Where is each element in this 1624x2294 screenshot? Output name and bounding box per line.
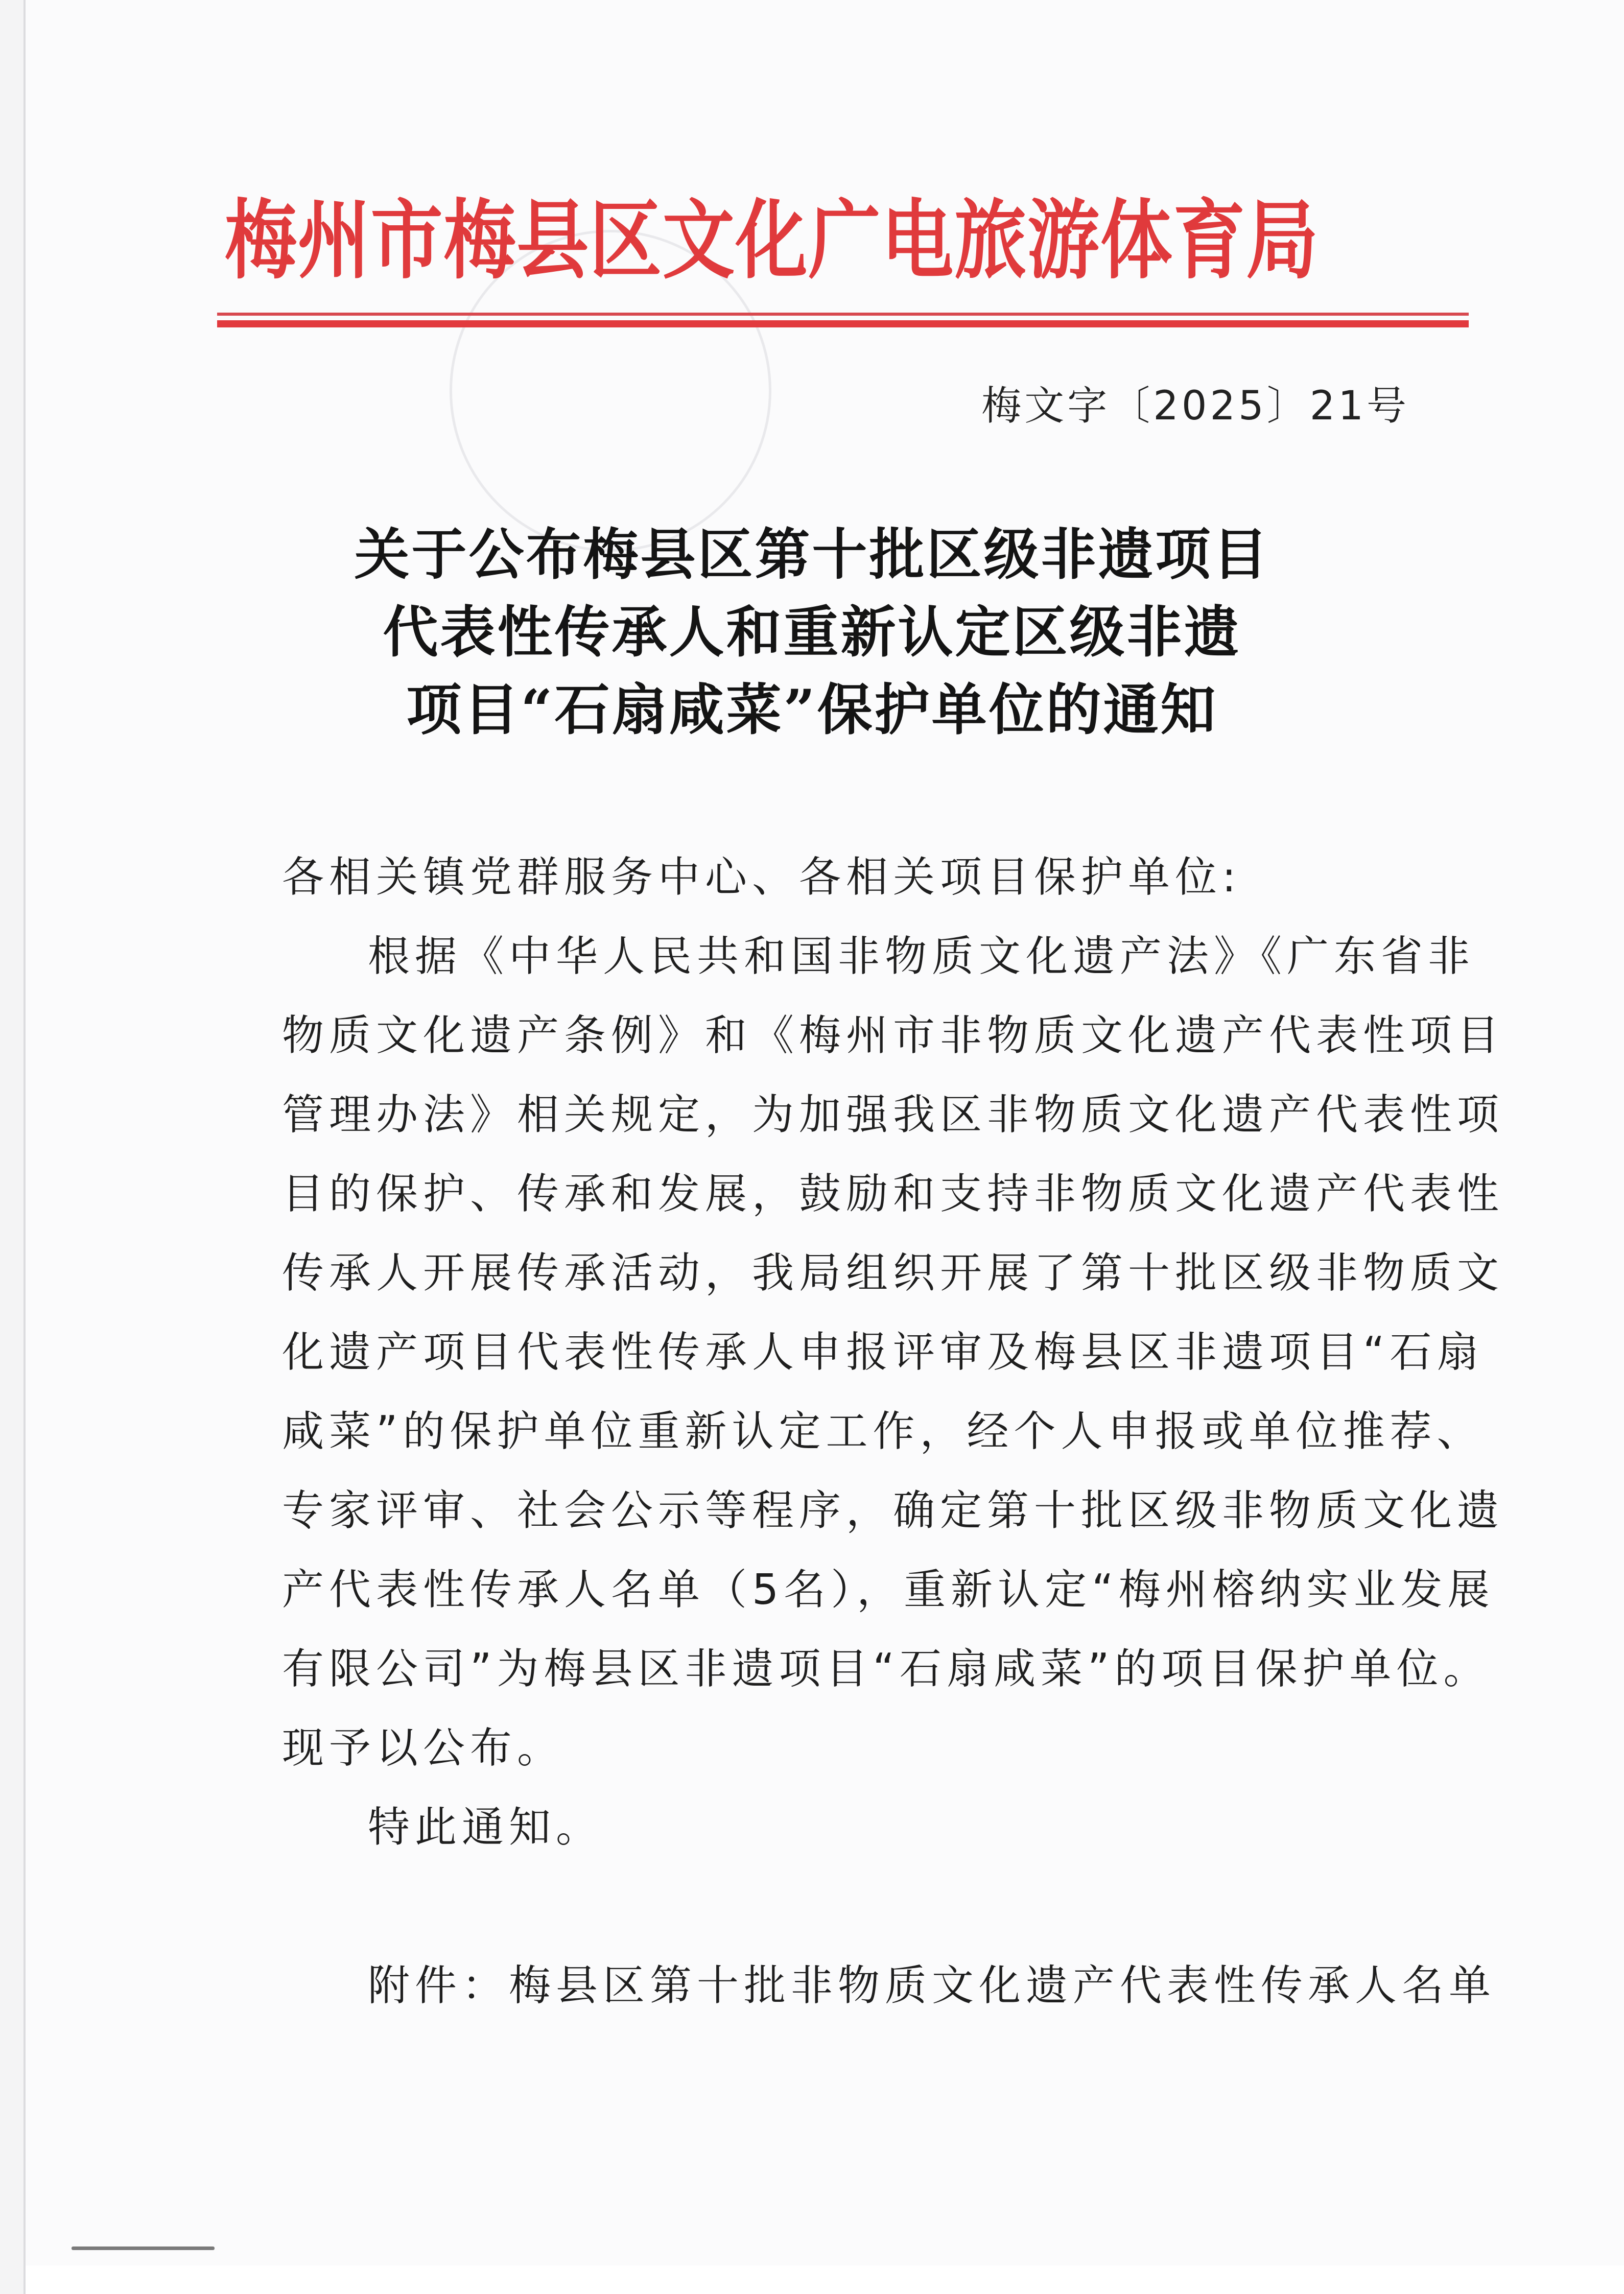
letterhead-rule-thick — [217, 320, 1469, 327]
letterhead-rule-thin — [217, 313, 1469, 316]
closing-line: 特此通知。 — [368, 1803, 603, 1852]
paragraph-line: 物质文化遗产条例》和《梅州市非物质文化遗产代表性项目 — [282, 1011, 1504, 1060]
paragraph-line: 产代表性传承人名单（5名），重新认定“梅州榕纳实业发展 — [282, 1566, 1495, 1614]
title-line: 关于公布梅县区第十批区级非遗项目 — [354, 523, 1270, 587]
paragraph-line: 化遗产项目代表性传承人申报评审及梅县区非遗项目“石扇 — [282, 1328, 1484, 1377]
attachment-line: 附件：梅县区第十批非物质文化遗产代表性传承人名单 — [368, 1961, 1496, 2010]
title-line: 项目“石扇咸菜”保护单位的通知 — [406, 678, 1218, 742]
paragraph-line: 咸菜”的保护单位重新认定工作，经个人申报或单位推荐、 — [282, 1407, 1484, 1456]
paragraph-line: 专家评审、社会公示等程序，确定第十批区级非物质文化遗 — [282, 1486, 1504, 1535]
document-body — [282, 838, 1504, 2025]
paragraph-line: 管理办法》相关规定，为加强我区非物质文化遗产代表性项 — [282, 1091, 1504, 1139]
paragraph-line: 根据《中华人民共和国非物质文化遗产法》《广东省非 — [368, 932, 1475, 981]
paragraph-line: 有限公司”为梅县区非遗项目“石扇咸菜”的项目保护单位。 — [282, 1645, 1491, 1693]
salutation: 各相关镇党群服务中心、各相关项目保护单位: — [282, 853, 1241, 902]
document-title — [0, 516, 1624, 749]
title-line: 代表性传承人和重新认定区级非遗 — [383, 600, 1241, 665]
letterhead-organization: 梅州市梅县区文化广电旅游体育局 — [225, 190, 1319, 291]
scan-left-edge — [0, 0, 26, 2294]
paragraph-line: 目的保护、传承和发展，鼓励和支持非物质文化遗产代表性 — [282, 1170, 1504, 1218]
paragraph-line: 现予以公布。 — [282, 1724, 564, 1772]
paragraph-line: 传承人开展传承活动，我局组织开展了第十批区级非物质文 — [282, 1249, 1504, 1297]
document-number: 梅文字〔2025〕21号 — [981, 383, 1409, 429]
page-bottom-mark — [72, 2246, 215, 2250]
